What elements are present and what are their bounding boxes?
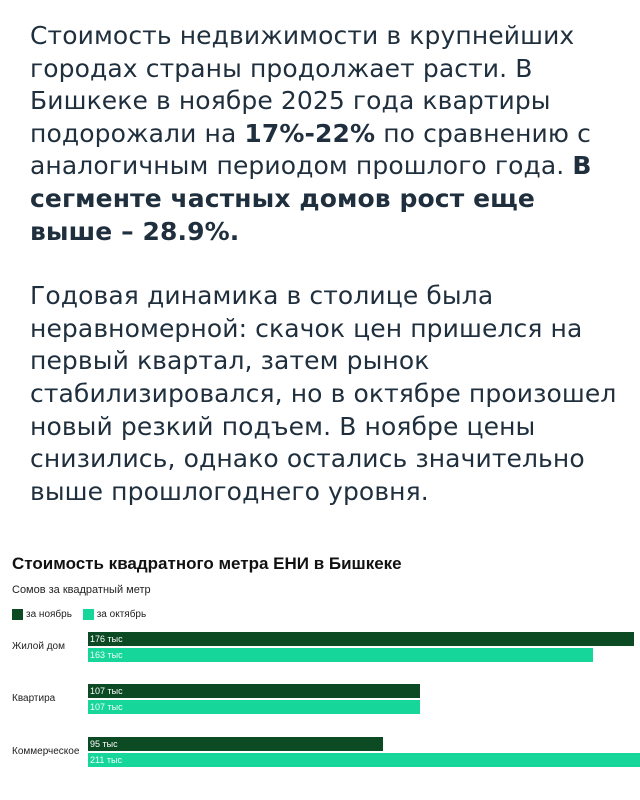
chart-subtitle: Сомов за квадратный метр xyxy=(12,584,151,596)
category-label-house: Жилой дом xyxy=(12,641,65,652)
legend-swatch-november xyxy=(12,609,23,620)
bar-label-apartment-october: 107 тыс xyxy=(90,702,123,712)
chart-title: Стоимость квадратного метра ЕНИ в Бишкеке xyxy=(12,554,402,573)
bar-house-october xyxy=(88,648,593,662)
legend-item-october xyxy=(83,609,146,620)
bar-label-house-november: 176 тыс xyxy=(90,634,123,644)
legend-item-november xyxy=(12,609,72,620)
bar-label-commercial-november: 95 тыс xyxy=(90,739,118,749)
bar-house-november xyxy=(88,632,634,646)
paragraph-1-part-1: Стоимость недвижимости в крупнейших городах страны продолжает расти. В Бишкеке в ноябре 2025 года квартиры подорожали на xyxy=(30,21,575,148)
paragraph-2: Годовая динамика в столице была неравномерной: скачок цен пришелся на первый квартал, затем рынок стабилизировался, но в октябре произошел новый резкий подъем. В ноябре цены снизились, однако остались значительно выше прошлогоднего уровня. xyxy=(30,281,617,506)
paragraph-1-part-3: по сравнению с аналогичным периодом прошлого года. xyxy=(30,118,591,181)
bar-apartment-november xyxy=(88,684,420,698)
article-text xyxy=(30,20,620,508)
category-label-apartment: Квартира xyxy=(12,693,56,704)
bar-apartment-october xyxy=(88,700,420,714)
category-label-commercial: Коммерческое xyxy=(12,746,80,757)
price-chart xyxy=(0,548,640,800)
bar-label-apartment-november: 107 тыс xyxy=(90,686,123,696)
bar-label-house-october: 163 тыс xyxy=(90,650,123,660)
legend-swatch-october xyxy=(83,609,94,620)
legend-label-october: за октябрь xyxy=(96,609,147,621)
bar-label-commercial-october: 211 тыс xyxy=(90,755,122,765)
chart-legend xyxy=(12,609,154,621)
legend-label-november: за ноябрь xyxy=(26,609,72,621)
paragraph-1 xyxy=(30,20,620,248)
paragraph-1-part-4: В сегменте частных домов рост еще выше – 28.9%. xyxy=(30,151,592,246)
paragraph-1-part-2: 17%-22% xyxy=(244,118,376,148)
bar-commercial-november xyxy=(88,737,383,751)
bar-commercial-october xyxy=(88,753,640,767)
